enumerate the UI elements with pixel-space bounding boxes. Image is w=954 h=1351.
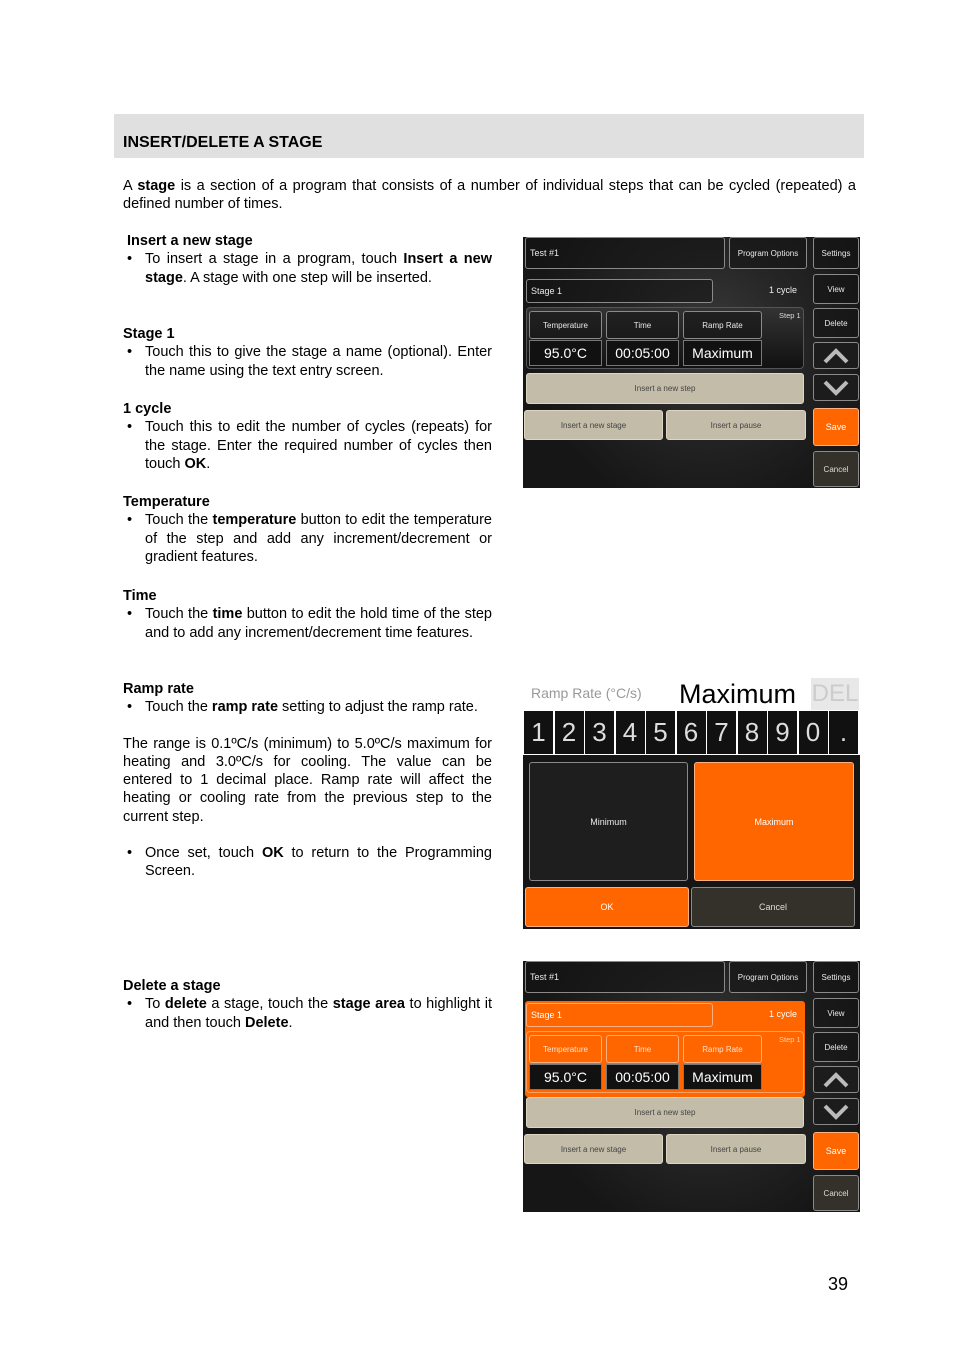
maximum-button[interactable]: Maximum xyxy=(694,762,854,881)
ramp-rate-keypad-screen xyxy=(523,678,860,929)
key-1[interactable]: 1 xyxy=(524,711,553,754)
chevron-down-icon[interactable] xyxy=(813,1098,859,1125)
stage-name-button[interactable]: Stage 1 xyxy=(526,279,713,303)
keypad-del-button[interactable]: DEL xyxy=(811,678,859,710)
section-heading-bar xyxy=(114,114,864,158)
cycle-title: 1 cycle xyxy=(123,401,172,417)
ok-button[interactable]: OK xyxy=(525,887,689,927)
insert-stage-button-2[interactable]: Insert a new stage xyxy=(524,1134,663,1164)
view-button-2[interactable]: View xyxy=(813,998,859,1028)
ramp-ok-bullet: • Once set, touch OK to return to the Programming Screen. xyxy=(123,844,492,881)
time-value-2: 00:05:00 xyxy=(606,1064,679,1090)
time-button[interactable]: Time xyxy=(606,311,679,339)
key-6[interactable]: 6 xyxy=(677,711,706,754)
step-label-2: Step 1 xyxy=(779,1035,801,1044)
stage1-title: Stage 1 xyxy=(123,326,175,342)
insert-stage-bullet: • To insert a stage in a program, touch Insert a new stage. A stage with one step will be inserted. xyxy=(123,250,492,287)
save-button[interactable]: Save xyxy=(813,408,859,446)
page-number: 39 xyxy=(828,1274,849,1294)
time-title: Time xyxy=(123,588,157,604)
time-button-2[interactable]: Time xyxy=(606,1035,679,1063)
insert-stage-button[interactable]: Insert a new stage xyxy=(524,410,663,440)
stage-name-button-2[interactable]: Stage 1 xyxy=(526,1003,713,1027)
insert-stage-section xyxy=(123,232,492,287)
delete-button[interactable]: Delete xyxy=(813,308,859,338)
cycle-count-button[interactable]: 1 cycle xyxy=(769,285,798,295)
delete-title: Delete a stage xyxy=(123,978,221,994)
keypad-title: Ramp Rate (°C/s) xyxy=(531,685,642,701)
keypad-cancel-button[interactable]: Cancel xyxy=(691,887,855,927)
save-button-2[interactable]: Save xyxy=(813,1132,859,1170)
temperature-bullet: • Touch the temperature button to edit the temperature of the step and add any increment/decrement or gradient features. xyxy=(123,511,492,566)
intro-paragraph: A stage is a section of a program that consists of a number of individual steps that can be cycled (repeated) a defined number of times. xyxy=(123,178,857,213)
program-options-button-2[interactable]: Program Options xyxy=(729,961,807,993)
stage1-bullet: • Touch this to give the stage a name (optional). Enter the name using the text entry screen. xyxy=(123,343,492,380)
step-box-2[interactable] xyxy=(526,1031,804,1093)
program-name-field-2[interactable]: Test #1 xyxy=(525,961,725,993)
key-5[interactable]: 5 xyxy=(646,711,675,754)
cycle-bullet: • Touch this to edit the number of cycles (repeats) for the stage. Enter the required number of cycles then touch OK. xyxy=(123,418,492,473)
time-section xyxy=(123,587,492,642)
key-7[interactable]: 7 xyxy=(707,711,736,754)
chevron-up-icon[interactable] xyxy=(813,342,859,369)
insert-pause-button-2[interactable]: Insert a pause xyxy=(666,1134,806,1164)
keypad-value: Maximum xyxy=(679,678,797,709)
ramp-section xyxy=(123,680,492,881)
keypad-digits xyxy=(523,710,860,755)
key-3[interactable]: 3 xyxy=(585,711,614,754)
view-button[interactable]: View xyxy=(813,274,859,304)
key-8[interactable]: 8 xyxy=(738,711,767,754)
cancel-button[interactable]: Cancel xyxy=(813,451,859,487)
ramp-rate-button[interactable]: Ramp Rate xyxy=(683,311,762,339)
key-0[interactable]: 0 xyxy=(799,711,828,754)
ramp-range-paragraph: The range is 0.1ºC/s (minimum) to 5.0ºC/s maximum for heating and 3.0ºC/s for cooling. The value can be entered to 1 decimal place. Ramp rate will affect the heating or cooling rate from the previous step to the current step. xyxy=(123,735,492,825)
chevron-down-icon[interactable] xyxy=(813,374,859,401)
keypad-header xyxy=(523,678,860,710)
ramp-rate-button-2[interactable]: Ramp Rate xyxy=(683,1035,762,1063)
key-decimal[interactable]: . xyxy=(829,711,858,754)
temperature-value-2: 95.0°C xyxy=(529,1064,602,1090)
programming-screen-1 xyxy=(523,237,860,488)
key-2[interactable]: 2 xyxy=(555,711,584,754)
key-4[interactable]: 4 xyxy=(616,711,645,754)
temperature-value: 95.0°C xyxy=(529,340,602,366)
delete-bullet: • To delete a stage, touch the stage area to highlight it and then touch Delete. xyxy=(123,995,492,1032)
step-box[interactable] xyxy=(526,307,804,369)
ramp-title: Ramp rate xyxy=(123,681,194,697)
key-9[interactable]: 9 xyxy=(768,711,797,754)
insert-pause-button[interactable]: Insert a pause xyxy=(666,410,806,440)
program-options-button[interactable]: Program Options xyxy=(729,237,807,269)
temperature-section xyxy=(123,493,492,566)
section-heading: INSERT/DELETE A STAGE xyxy=(123,134,323,151)
time-value: 00:05:00 xyxy=(606,340,679,366)
insert-stage-title: Insert a new stage xyxy=(127,233,253,249)
cancel-button-2[interactable]: Cancel xyxy=(813,1175,859,1211)
settings-button-2[interactable]: Settings xyxy=(813,961,859,993)
temperature-button-2[interactable]: Temperature xyxy=(529,1035,602,1063)
delete-section xyxy=(123,977,492,1032)
step-label: Step 1 xyxy=(779,311,801,320)
chevron-up-icon[interactable] xyxy=(813,1066,859,1093)
program-name-field[interactable]: Test #1 xyxy=(525,237,725,269)
programming-screen-2 xyxy=(523,961,860,1212)
cycle-section xyxy=(123,400,492,473)
ramp-rate-value: Maximum xyxy=(683,340,762,366)
delete-button-2[interactable]: Delete xyxy=(813,1032,859,1062)
insert-step-button-2[interactable]: Insert a new step xyxy=(526,1097,804,1128)
minimum-button[interactable]: Minimum xyxy=(529,762,688,881)
stage1-section xyxy=(123,325,492,380)
temperature-button[interactable]: Temperature xyxy=(529,311,602,339)
cycle-count-button-2[interactable]: 1 cycle xyxy=(769,1009,798,1019)
insert-step-button[interactable]: Insert a new step xyxy=(526,373,804,404)
temperature-title: Temperature xyxy=(123,494,210,510)
ramp-bullet: • Touch the ramp rate setting to adjust the ramp rate. xyxy=(123,698,492,716)
time-bullet: • Touch the time button to edit the hold time of the step and to add any increment/decrement time features. xyxy=(123,605,492,642)
settings-button[interactable]: Settings xyxy=(813,237,859,269)
ramp-rate-value-2: Maximum xyxy=(683,1064,762,1090)
